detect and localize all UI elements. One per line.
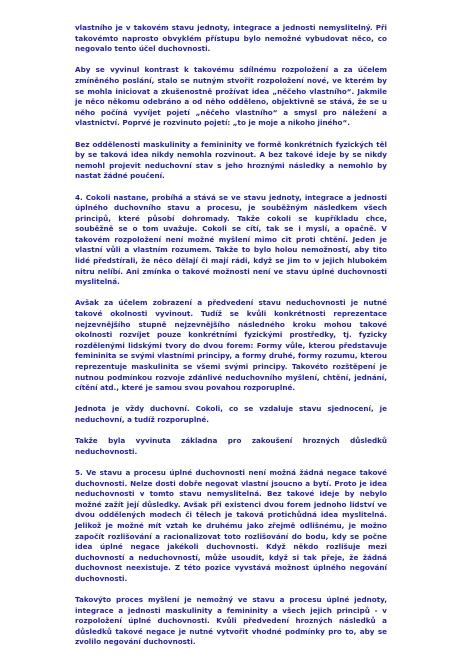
paragraph-1: vlastního je v takovém stavu jednoty, integrace a jednosti nemyslitelný. Při takovémto naprosto obvyklém přístupu bylo nemožné vybudovat něco, co negovalo tento účel duchovnosti.	[75, 23, 387, 54]
paragraph-4: 4. Cokoli nastane, probíhá a stává se ve stavu jednoty, integrace a jednosti úplného duchovního stavu a procesu, je souběžným následkem všech principů, které působí dohromady. Takže cokoli se kupříkladu chce, souběžně se o tom uvažuje. Cokoli se cítí, tak se i myslí, a opačně. V takovém rozpoložení není možné myšlení mimo cit proti chtění. Jeden je vlastní vůli a vlastním rozumem. Takže to bylo holou nemožností, aby tito lidé předstírali, že něco dělají či mají rádi, když se jim to v jejich hlubokém nitru nelíbí. Ani zmínka o takové možnosti není ve stavu úplné duchovnosti myslitelná.	[75, 192, 387, 287]
paragraph-2: Aby se vyvinul kontrast k takovému sdílnému rozpoložení a za účelem zmíněného poslání, stalo se nutným stvořit rozpoložení nové, ve kterém by se mohla iniciovat a zkušenostně prožívat idea „něčeho vlastního“. Jakmile je něco někomu odebráno a od něho odděleno, objektivně se stává, že se u něho počíná vyvíjet pojetí „něčeho vlastního“ a smysl pro náležení a vlastnictví. Poprvé je rozvinuto pojetí: „to je moje a nikoho jiného“.	[75, 65, 387, 128]
paragraph-3: Bez oddělenosti maskulinity a femininity ve formě konkrétních fyzických těl by se taková idea nikdy nemohla rozvinout. A bez takové ideje by se nikdy nemohl projevit neduchovní stav s jeho hroznými následky a nemohlo by nastat žádné poučení.	[75, 139, 387, 181]
paragraph-9: Takovýto proces myšlení je nemožný ve stavu a procesu úplné jednoty, integrace a jednosti maskulinity a femininity a všech jejich principů - v rozpoložení úplné duchovnosti. Kvůli předvedení hrozných následků a důsledků takové negace je nutné vytvořit vhodné podmínky pro to, aby se zvolilo negování duchovnosti.	[75, 595, 387, 647]
document-body	[75, 23, 387, 659]
paragraph-7: Takže byla vyvinuta základna pro zakoušení hrozných důsledků neduchovnosti.	[75, 436, 387, 456]
paragraph-5: Avšak za účelem zobrazení a předvedení stavu neduchovnosti je nutné takové okolnosti vyvinout. Tudíž se kvůli konkrétnosti reprezentace nejzevnějšího stupně nejzevnějšího následného kroku mohou takové okolnosti rozvíjet pouze konkrétními fyzickými prostředky, tj. fyzicky rozdělenými lidskými tvory do dvou forem: Formy vůle, kterou představuje femininita se svými vlastními principy, a formy druhé, formy rozumu, kterou reprezentuje maskulinita se všemi svými principy. Takovéto rozštěpení je nutnou podmínkou rozvoje zdánlivé neduchovního myšlení, chtění, jednání, cítění atd., které je samou svou povahou rozporuplné.	[75, 298, 387, 393]
paragraph-6: Jednota je vždy duchovní. Cokoli, co se vzdaluje stavu sjednocení, je neduchovní, a tudíž rozporuplné.	[75, 404, 387, 424]
paragraph-8: 5. Ve stavu a procesu úplné duchovnosti není možná žádná negace takové duchovnosti. Nelze dosti dobře negovat vlastní jsoucno a bytí. Proto je idea neduchovnosti v tomto stavu nemyslitelná. Bez takové ideje by nebylo možné zažít její důsledky. Avšak při existenci dvou forem jednoho lidství ve dvou oddělených modech či tělech je taková protichůdná idea myslitelná. Jelikož je možné mít vztah ke druhému jako zřejmě odlišnému, je možno započít rozlišování a racionalizovat toto rozlišování do bodu, kdy se počne idea úplné negace jakékoli duchovnosti. Když někdo rozlišuje mezi duchovností a neduchovností, může usoudit, když si tak přeje, že žádná duchovnost neexistuje. Z této pozice vyvstává možnost úplného negování duchovnosti.	[75, 467, 387, 583]
